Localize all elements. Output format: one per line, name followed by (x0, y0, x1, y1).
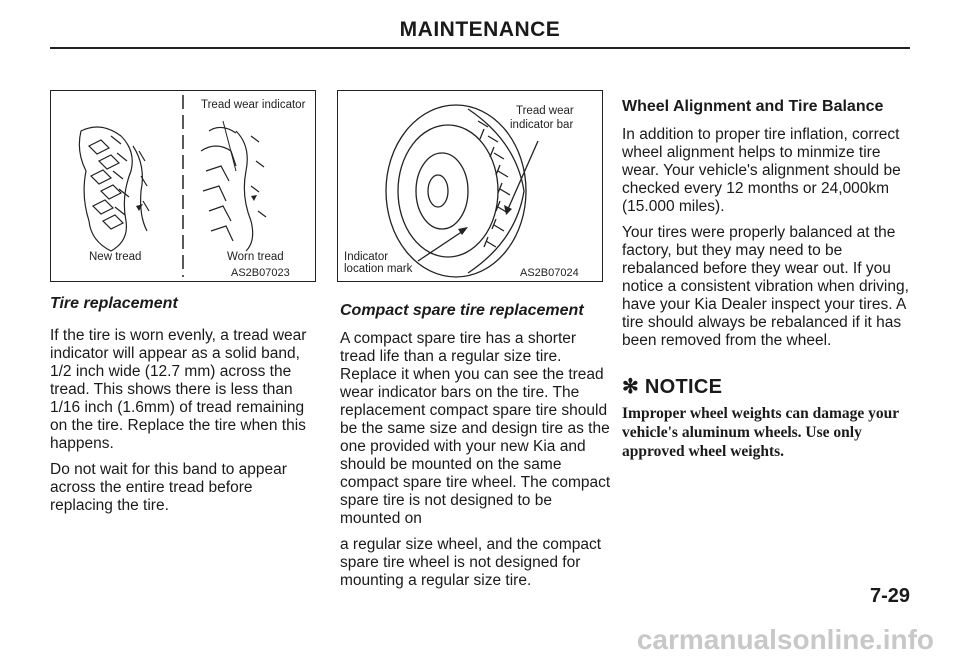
page-number: 7-29 (869, 585, 910, 607)
page-title: MAINTENANCE (399, 18, 561, 41)
figure2-label-bar-2: indicator bar (510, 119, 574, 131)
paragraph: If the tire is worn evenly, a tread wear indicator will appear as a solid band, 1/2 inch wide (12.7 mm) across the tread. This shows there is less than 1/16 inch (1.6mm) of tread remaining on the tire. Replace the tire when this happens. (50, 327, 307, 452)
paragraph: a regular size wheel, and the compact spare tire wheel is not designed for mounting a regular size tire. (340, 536, 602, 589)
notice-title: NOTICE (644, 376, 723, 398)
figure1-label-new: New tread (89, 251, 142, 263)
paragraph: In addition to proper tire inflation, correct wheel alignment helps to minmize tire wear. Your vehicle's alignment should be checked every 12 months or 24,000km (15.000 miles). (622, 126, 901, 215)
figure2-label-location-2: location mark (344, 263, 413, 275)
watermark: carmanualsonline.info (636, 624, 934, 655)
paragraph: A compact spare tire has a shorter tread life than a regular size tire. Replace it when you can see the tread wear indicator bars on the tire. The replacement compact spare tire should be the same size and design tire as the one provided with your new Kia and should be mounted on the same compact spare tire wheel. The compact spare tire is not designed to be mounted on (340, 330, 611, 527)
section-heading: Compact spare tire replacement (340, 302, 584, 319)
figure1-code: AS2B07023 (231, 267, 290, 279)
figure1-label-top: Tread wear indicator (201, 99, 306, 111)
header-rule (50, 47, 910, 49)
figure2-label-location-1: Indicator (344, 251, 389, 263)
notice-symbol-icon: ✻ (622, 376, 640, 398)
tire-replacement-section (50, 295, 318, 523)
notice-heading (622, 378, 914, 396)
notice-text: Improper wheel weights can damage your vehicle's aluminum wheels. Use only approved wheel weights. (622, 405, 899, 460)
wheel-alignment-section (622, 98, 914, 461)
compact-spare-section (340, 302, 615, 598)
section-heading: Wheel Alignment and Tire Balance (622, 98, 884, 115)
notice-box (622, 378, 914, 461)
figure2-label-bar-1: Tread wear (516, 105, 574, 117)
paragraph: Do not wait for this band to appear across the entire tread before replacing the tire. (50, 461, 287, 514)
section-heading: Tire replacement (50, 295, 178, 312)
figure2-code: AS2B07024 (520, 267, 579, 279)
tread-wear-figure (50, 90, 316, 282)
spare-tire-figure (337, 90, 603, 282)
figure1-label-worn: Worn tread (227, 251, 284, 263)
paragraph: Your tires were properly balanced at the factory, but they may need to be rebalanced before they wear out. If you notice a consistent vibration when driving, have your Kia Dealer inspect your tires. A tire should always be rebalanced if it has been removed from the wheel. (622, 224, 909, 349)
